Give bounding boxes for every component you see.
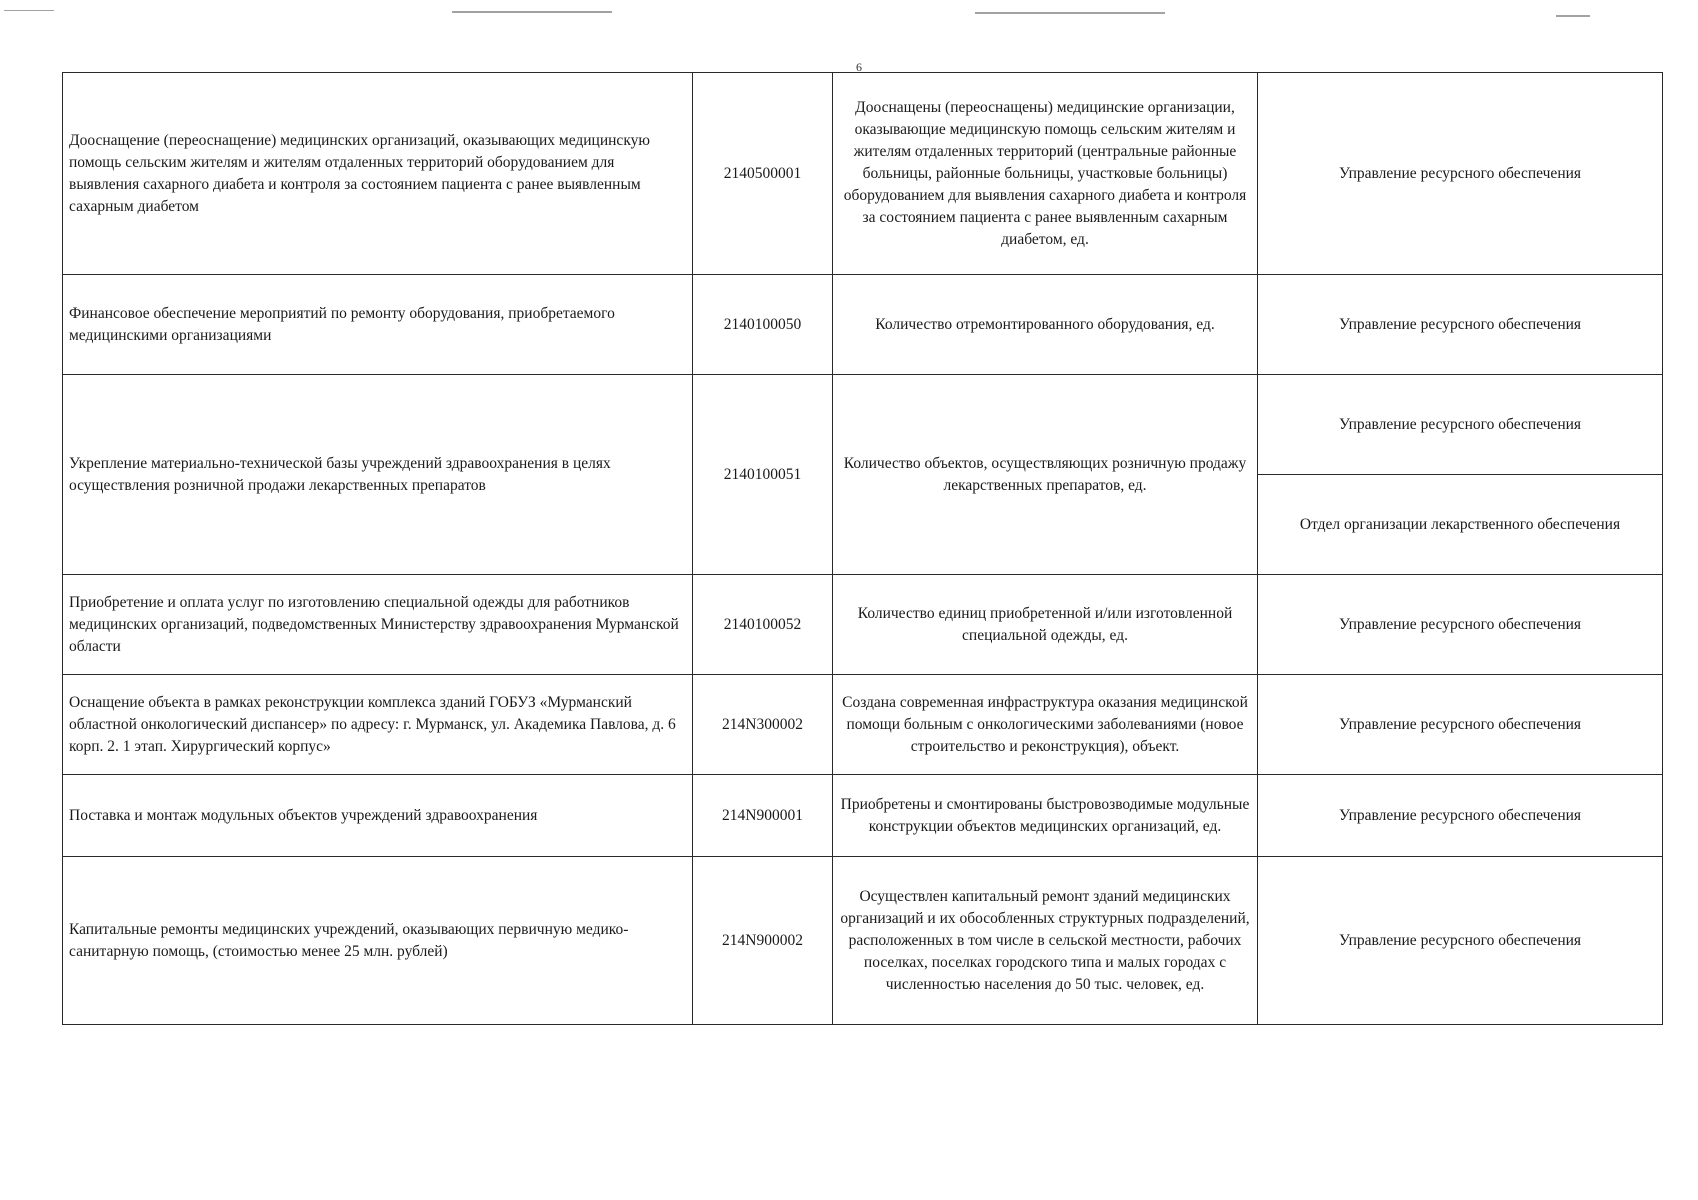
responsible-cell: Управление ресурсного обеспечения: [1258, 675, 1663, 775]
table-row: [63, 73, 1663, 275]
indicator-cell: Количество отремонтированного оборудования, ед.: [833, 275, 1258, 375]
indicator-cell: Создана современная инфраструктура оказания медицинской помощи больным с онкологическими заболеваниями (новое строительство и реконструкция), объект.: [833, 675, 1258, 775]
responsible-cell: Отдел организации лекарственного обеспечения: [1258, 475, 1663, 575]
measure-code-cell: 2140100050: [693, 275, 833, 375]
responsible-cell: Управление ресурсного обеспечения: [1258, 375, 1663, 475]
scan-artifact: [4, 10, 54, 11]
table-row: [63, 275, 1663, 375]
measure-code-cell: 2140100051: [693, 375, 833, 575]
responsible-cell: Управление ресурсного обеспечения: [1258, 857, 1663, 1025]
indicator-cell: Количество объектов, осуществляющих розничную продажу лекарственных препаратов, ед.: [833, 375, 1258, 575]
measure-name-cell: Поставка и монтаж модульных объектов учреждений здравоохранения: [63, 775, 693, 857]
measure-code-cell: 214N300002: [693, 675, 833, 775]
page-number: 6: [856, 60, 862, 74]
scan-artifact: [975, 12, 1165, 14]
measure-name-cell: Оснащение объекта в рамках реконструкции комплекса зданий ГОБУЗ «Мурманский областной онкологический диспансер» по адресу: г. Мурманск, ул. Академика Павлова, д. 6 корп. 2. 1 этап. Хирургический корпус»: [63, 675, 693, 775]
scan-artifact: [1556, 15, 1590, 17]
measure-code-cell: 2140100052: [693, 575, 833, 675]
responsible-cell: Управление ресурсного обеспечения: [1258, 275, 1663, 375]
table-row: [63, 375, 1663, 475]
measures-table: [62, 72, 1663, 1025]
responsible-cell: Управление ресурсного обеспечения: [1258, 73, 1663, 275]
measure-code-cell: 2140500001: [693, 73, 833, 275]
table-row: [63, 675, 1663, 775]
measure-name-cell: Финансовое обеспечение мероприятий по ремонту оборудования, приобретаемого медицинскими организациями: [63, 275, 693, 375]
measure-name-cell: Укрепление материально-технической базы учреждений здравоохранения в целях осуществления розничной продажи лекарственных препаратов: [63, 375, 693, 575]
indicator-cell: Дооснащены (переоснащены) медицинские организации, оказывающие медицинскую помощь сельским жителям и жителям отдаленных территорий (центральные районные больницы, районные больницы, участковые больницы) оборудованием для выявления сахарного диабета и контроля за состоянием пациента с ранее выявленным сахарным диабетом, ед.: [833, 73, 1258, 275]
measure-name-cell: Дооснащение (переоснащение) медицинских организаций, оказывающих медицинскую помощь сельским жителям и жителям отдаленных территорий оборудованием для выявления сахарного диабета и контроля за состоянием пациента с ранее выявленным сахарным диабетом: [63, 73, 693, 275]
indicator-cell: Приобретены и смонтированы быстровозводимые модульные конструкции объектов медицинских организаций, ед.: [833, 775, 1258, 857]
table-row: [63, 775, 1663, 857]
responsible-cell: Управление ресурсного обеспечения: [1258, 775, 1663, 857]
responsible-cell: Управление ресурсного обеспечения: [1258, 575, 1663, 675]
measure-name-cell: Капитальные ремонты медицинских учреждений, оказывающих первичную медико-санитарную помощь, (стоимостью менее 25 млн. рублей): [63, 857, 693, 1025]
scan-artifact: [452, 11, 612, 13]
table-row: [63, 857, 1663, 1025]
measure-name-cell: Приобретение и оплата услуг по изготовлению специальной одежды для работников медицинских организаций, подведомственных Министерству здравоохранения Мурманской области: [63, 575, 693, 675]
table-row: [63, 575, 1663, 675]
measure-code-cell: 214N900002: [693, 857, 833, 1025]
indicator-cell: Количество единиц приобретенной и/или изготовленной специальной одежды, ед.: [833, 575, 1258, 675]
indicator-cell: Осуществлен капитальный ремонт зданий медицинских организаций и их обособленных структурных подразделений, расположенных в том числе в сельской местности, рабочих поселках, поселках городского типа и малых городах с численностью населения до 50 тыс. человек, ед.: [833, 857, 1258, 1025]
measure-code-cell: 214N900001: [693, 775, 833, 857]
